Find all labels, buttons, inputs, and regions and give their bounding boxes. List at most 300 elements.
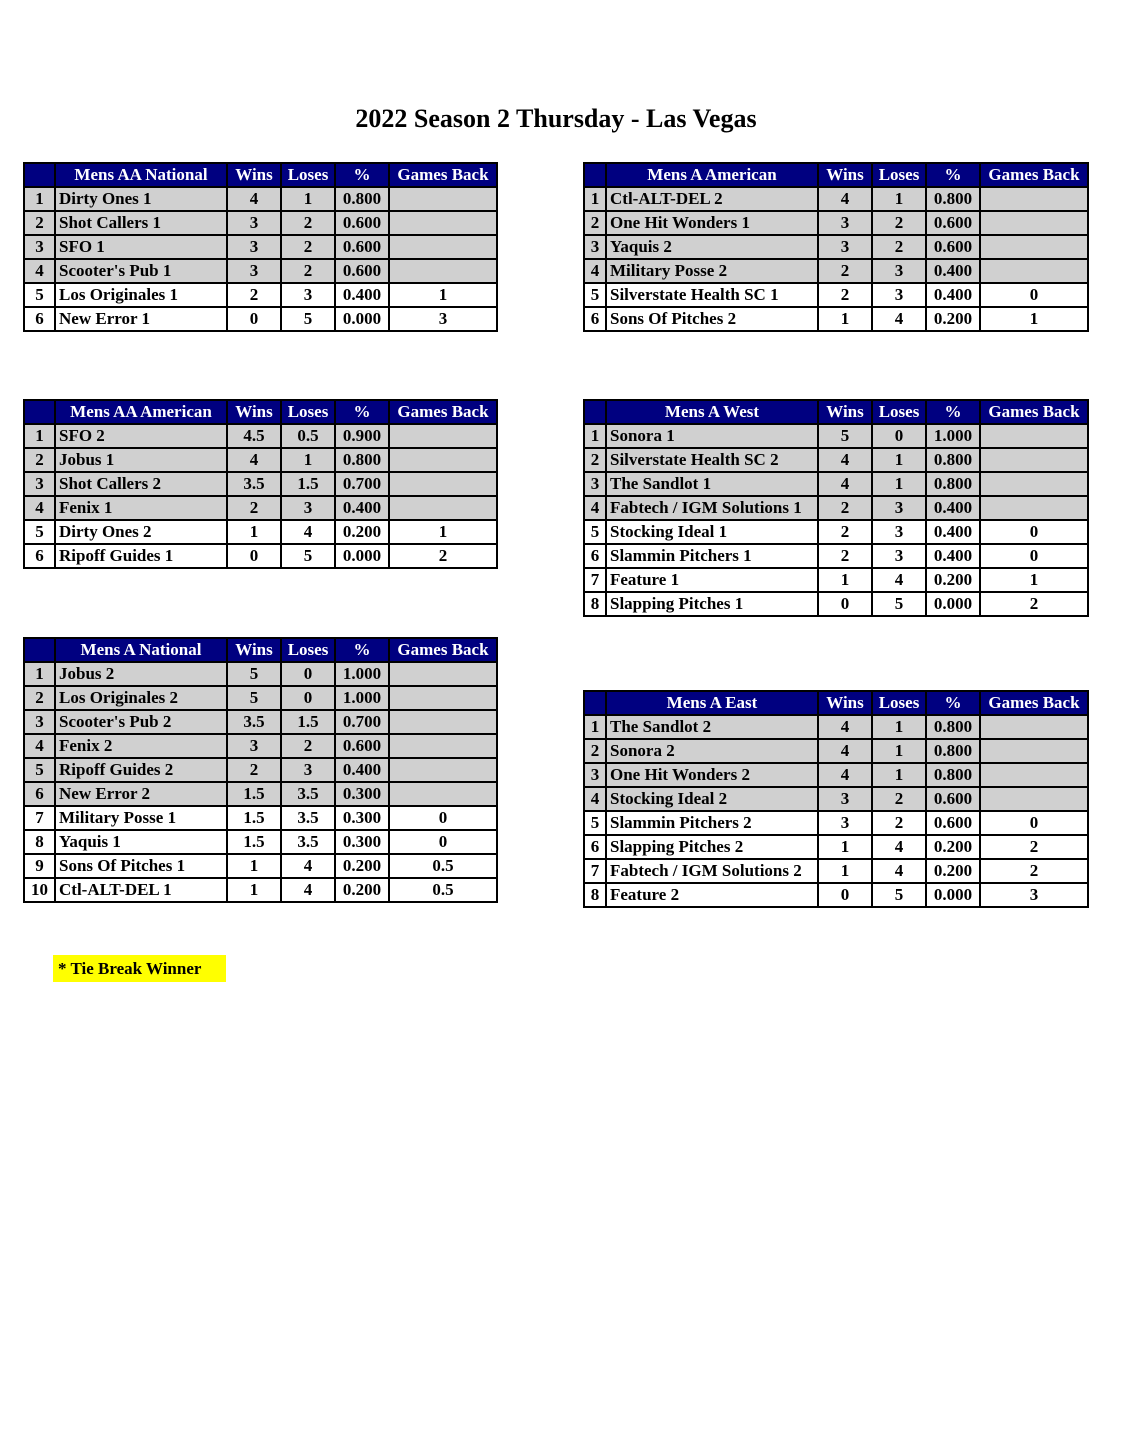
team-name: Sons Of Pitches 2 bbox=[606, 307, 818, 331]
header-pct: % bbox=[335, 638, 389, 662]
wins-cell: 4 bbox=[818, 448, 872, 472]
rank-cell: 3 bbox=[584, 235, 606, 259]
rank-cell: 6 bbox=[24, 782, 55, 806]
pct-cell: 0.800 bbox=[926, 715, 980, 739]
pct-cell: 0.800 bbox=[926, 739, 980, 763]
wins-cell: 0 bbox=[818, 592, 872, 616]
pct-cell: 0.800 bbox=[335, 448, 389, 472]
table-row bbox=[584, 187, 1088, 211]
pct-cell: 0.300 bbox=[335, 830, 389, 854]
rank-cell: 5 bbox=[24, 283, 55, 307]
games-back-cell bbox=[980, 424, 1088, 448]
pct-cell: 0.400 bbox=[335, 496, 389, 520]
games-back-cell bbox=[980, 472, 1088, 496]
header-wins: Wins bbox=[818, 400, 872, 424]
table-header-row bbox=[24, 400, 497, 424]
wins-cell: 1 bbox=[818, 568, 872, 592]
loses-cell: 0 bbox=[872, 424, 926, 448]
division-name: Mens A American bbox=[606, 163, 818, 187]
header-rank-cell bbox=[24, 638, 55, 662]
rank-cell: 2 bbox=[584, 448, 606, 472]
games-back-cell: 1 bbox=[980, 568, 1088, 592]
wins-cell: 3 bbox=[818, 211, 872, 235]
team-name: Slammin Pitchers 1 bbox=[606, 544, 818, 568]
header-wins: Wins bbox=[818, 163, 872, 187]
table-row bbox=[24, 472, 497, 496]
pct-cell: 0.600 bbox=[335, 235, 389, 259]
loses-cell: 4 bbox=[872, 307, 926, 331]
table-row bbox=[24, 448, 497, 472]
wins-cell: 2 bbox=[818, 520, 872, 544]
header-pct: % bbox=[926, 691, 980, 715]
team-name: Silverstate Health SC 1 bbox=[606, 283, 818, 307]
games-back-cell bbox=[389, 758, 497, 782]
pct-cell: 0.600 bbox=[335, 259, 389, 283]
table-row bbox=[584, 424, 1088, 448]
rank-cell: 1 bbox=[584, 715, 606, 739]
team-name: New Error 1 bbox=[55, 307, 227, 331]
games-back-cell bbox=[389, 686, 497, 710]
pct-cell: 0.400 bbox=[926, 544, 980, 568]
rank-cell: 3 bbox=[24, 235, 55, 259]
pct-cell: 0.200 bbox=[926, 859, 980, 883]
team-name: One Hit Wonders 2 bbox=[606, 763, 818, 787]
header-rank-cell bbox=[24, 163, 55, 187]
loses-cell: 3 bbox=[872, 520, 926, 544]
team-name: Slapping Pitches 2 bbox=[606, 835, 818, 859]
team-name: Yaquis 2 bbox=[606, 235, 818, 259]
games-back-cell: 2 bbox=[389, 544, 497, 568]
loses-cell: 1.5 bbox=[281, 472, 335, 496]
rank-cell: 4 bbox=[584, 259, 606, 283]
wins-cell: 5 bbox=[227, 686, 281, 710]
loses-cell: 4 bbox=[872, 568, 926, 592]
loses-cell: 1 bbox=[872, 187, 926, 211]
table-row bbox=[584, 739, 1088, 763]
team-name: Silverstate Health SC 2 bbox=[606, 448, 818, 472]
header-rank-cell bbox=[584, 691, 606, 715]
games-back-cell: 3 bbox=[980, 883, 1088, 907]
rank-cell: 6 bbox=[24, 307, 55, 331]
loses-cell: 1.5 bbox=[281, 710, 335, 734]
table-header-row bbox=[24, 638, 497, 662]
team-name: Scooter's Pub 2 bbox=[55, 710, 227, 734]
table-row bbox=[24, 520, 497, 544]
loses-cell: 2 bbox=[872, 235, 926, 259]
table-header-row bbox=[584, 163, 1088, 187]
table-row bbox=[584, 235, 1088, 259]
wins-cell: 2 bbox=[227, 283, 281, 307]
wins-cell: 3 bbox=[227, 259, 281, 283]
team-name: Stocking Ideal 2 bbox=[606, 787, 818, 811]
wins-cell: 1 bbox=[227, 878, 281, 902]
games-back-cell bbox=[980, 739, 1088, 763]
games-back-cell bbox=[389, 448, 497, 472]
pct-cell: 0.300 bbox=[335, 806, 389, 830]
rank-cell: 6 bbox=[584, 835, 606, 859]
wins-cell: 4.5 bbox=[227, 424, 281, 448]
team-name: Fabtech / IGM Solutions 2 bbox=[606, 859, 818, 883]
rank-cell: 3 bbox=[24, 472, 55, 496]
table-row bbox=[24, 544, 497, 568]
games-back-cell bbox=[980, 259, 1088, 283]
rank-cell: 5 bbox=[584, 283, 606, 307]
team-name: The Sandlot 1 bbox=[606, 472, 818, 496]
team-name: Ripoff Guides 1 bbox=[55, 544, 227, 568]
loses-cell: 2 bbox=[872, 811, 926, 835]
loses-cell: 4 bbox=[872, 835, 926, 859]
rank-cell: 5 bbox=[24, 758, 55, 782]
pct-cell: 0.200 bbox=[335, 520, 389, 544]
wins-cell: 4 bbox=[818, 187, 872, 211]
table-row bbox=[24, 878, 497, 902]
table-row bbox=[584, 715, 1088, 739]
wins-cell: 4 bbox=[227, 448, 281, 472]
pct-cell: 1.000 bbox=[335, 686, 389, 710]
games-back-cell bbox=[389, 259, 497, 283]
header-wins: Wins bbox=[818, 691, 872, 715]
loses-cell: 3 bbox=[281, 496, 335, 520]
pct-cell: 0.400 bbox=[926, 520, 980, 544]
pct-cell: 0.600 bbox=[335, 211, 389, 235]
header-rank-cell bbox=[24, 400, 55, 424]
loses-cell: 1 bbox=[872, 739, 926, 763]
rank-cell: 8 bbox=[24, 830, 55, 854]
table-row bbox=[24, 686, 497, 710]
games-back-cell bbox=[389, 496, 497, 520]
wins-cell: 3 bbox=[227, 211, 281, 235]
page-title: 2022 Season 2 Thursday - Las Vegas bbox=[355, 104, 757, 133]
loses-cell: 1 bbox=[281, 448, 335, 472]
loses-cell: 3 bbox=[281, 283, 335, 307]
pct-cell: 0.800 bbox=[926, 187, 980, 211]
team-name: The Sandlot 2 bbox=[606, 715, 818, 739]
pct-cell: 0.400 bbox=[926, 283, 980, 307]
rank-cell: 5 bbox=[24, 520, 55, 544]
wins-cell: 1 bbox=[818, 307, 872, 331]
games-back-cell: 0 bbox=[980, 544, 1088, 568]
team-name: Jobus 1 bbox=[55, 448, 227, 472]
games-back-cell: 0 bbox=[389, 806, 497, 830]
rank-cell: 2 bbox=[24, 448, 55, 472]
table-row bbox=[24, 235, 497, 259]
team-name: Sonora 2 bbox=[606, 739, 818, 763]
wins-cell: 2 bbox=[227, 758, 281, 782]
team-name: SFO 2 bbox=[55, 424, 227, 448]
wins-cell: 4 bbox=[818, 739, 872, 763]
team-name: Dirty Ones 2 bbox=[55, 520, 227, 544]
team-name: Scooter's Pub 1 bbox=[55, 259, 227, 283]
loses-cell: 3.5 bbox=[281, 782, 335, 806]
table-row bbox=[584, 592, 1088, 616]
wins-cell: 3 bbox=[818, 787, 872, 811]
team-name: Jobus 2 bbox=[55, 662, 227, 686]
table-row bbox=[584, 811, 1088, 835]
tie-break-legend: * Tie Break Winner bbox=[53, 955, 226, 982]
loses-cell: 0 bbox=[281, 662, 335, 686]
loses-cell: 3 bbox=[872, 283, 926, 307]
header-loses: Loses bbox=[872, 691, 926, 715]
rank-cell: 6 bbox=[584, 544, 606, 568]
loses-cell: 4 bbox=[281, 878, 335, 902]
rank-cell: 7 bbox=[584, 568, 606, 592]
games-back-cell bbox=[980, 715, 1088, 739]
division-name: Mens AA American bbox=[55, 400, 227, 424]
wins-cell: 1 bbox=[818, 835, 872, 859]
wins-cell: 1 bbox=[227, 854, 281, 878]
header-wins: Wins bbox=[227, 638, 281, 662]
table-row bbox=[24, 424, 497, 448]
table-row bbox=[584, 211, 1088, 235]
pct-cell: 0.800 bbox=[335, 187, 389, 211]
table-row bbox=[584, 448, 1088, 472]
wins-cell: 2 bbox=[818, 544, 872, 568]
rank-cell: 3 bbox=[584, 763, 606, 787]
wins-cell: 5 bbox=[818, 424, 872, 448]
team-name: Los Originales 1 bbox=[55, 283, 227, 307]
loses-cell: 3 bbox=[872, 544, 926, 568]
loses-cell: 3.5 bbox=[281, 806, 335, 830]
loses-cell: 5 bbox=[281, 307, 335, 331]
pct-cell: 0.800 bbox=[926, 763, 980, 787]
header-loses: Loses bbox=[872, 400, 926, 424]
wins-cell: 1.5 bbox=[227, 830, 281, 854]
games-back-cell: 0 bbox=[980, 520, 1088, 544]
loses-cell: 2 bbox=[281, 211, 335, 235]
team-name: Military Posse 1 bbox=[55, 806, 227, 830]
header-games-back: Games Back bbox=[980, 163, 1088, 187]
table-row bbox=[24, 830, 497, 854]
rank-cell: 1 bbox=[24, 424, 55, 448]
loses-cell: 3 bbox=[872, 496, 926, 520]
games-back-cell: 0.5 bbox=[389, 878, 497, 902]
header-rank-cell bbox=[584, 400, 606, 424]
wins-cell: 0 bbox=[227, 544, 281, 568]
games-back-cell: 3 bbox=[389, 307, 497, 331]
team-name: Ctl-ALT-DEL 2 bbox=[606, 187, 818, 211]
team-name: One Hit Wonders 1 bbox=[606, 211, 818, 235]
games-back-cell: 2 bbox=[980, 859, 1088, 883]
table-header-row bbox=[24, 163, 497, 187]
team-name: Shot Callers 2 bbox=[55, 472, 227, 496]
standings-mens-a-east bbox=[583, 690, 1089, 908]
team-name: Los Originales 2 bbox=[55, 686, 227, 710]
games-back-cell bbox=[980, 211, 1088, 235]
loses-cell: 3 bbox=[872, 259, 926, 283]
pct-cell: 0.600 bbox=[926, 211, 980, 235]
pct-cell: 0.000 bbox=[335, 307, 389, 331]
team-name: Sons Of Pitches 1 bbox=[55, 854, 227, 878]
table-row bbox=[24, 734, 497, 758]
games-back-cell: 0 bbox=[389, 830, 497, 854]
rank-cell: 6 bbox=[24, 544, 55, 568]
pct-cell: 0.700 bbox=[335, 710, 389, 734]
header-pct: % bbox=[926, 163, 980, 187]
table-row bbox=[24, 662, 497, 686]
games-back-cell bbox=[389, 782, 497, 806]
rank-cell: 1 bbox=[24, 662, 55, 686]
games-back-cell bbox=[980, 496, 1088, 520]
table-row bbox=[584, 859, 1088, 883]
loses-cell: 3 bbox=[281, 758, 335, 782]
rank-cell: 6 bbox=[584, 307, 606, 331]
wins-cell: 3 bbox=[227, 235, 281, 259]
table-header-row bbox=[584, 400, 1088, 424]
header-rank-cell bbox=[584, 163, 606, 187]
loses-cell: 0 bbox=[281, 686, 335, 710]
wins-cell: 1 bbox=[227, 520, 281, 544]
games-back-cell bbox=[389, 734, 497, 758]
wins-cell: 3 bbox=[818, 811, 872, 835]
wins-cell: 4 bbox=[818, 763, 872, 787]
header-games-back: Games Back bbox=[389, 638, 497, 662]
games-back-cell bbox=[389, 662, 497, 686]
pct-cell: 0.300 bbox=[335, 782, 389, 806]
table-row bbox=[584, 568, 1088, 592]
wins-cell: 1.5 bbox=[227, 806, 281, 830]
wins-cell: 2 bbox=[227, 496, 281, 520]
rank-cell: 7 bbox=[24, 806, 55, 830]
table-row bbox=[584, 472, 1088, 496]
pct-cell: 0.600 bbox=[926, 235, 980, 259]
pct-cell: 0.800 bbox=[926, 472, 980, 496]
games-back-cell bbox=[389, 472, 497, 496]
team-name: New Error 2 bbox=[55, 782, 227, 806]
header-games-back: Games Back bbox=[980, 400, 1088, 424]
rank-cell: 3 bbox=[24, 710, 55, 734]
pct-cell: 0.900 bbox=[335, 424, 389, 448]
loses-cell: 4 bbox=[281, 854, 335, 878]
rank-cell: 1 bbox=[24, 187, 55, 211]
table-row bbox=[24, 496, 497, 520]
wins-cell: 5 bbox=[227, 662, 281, 686]
rank-cell: 4 bbox=[584, 496, 606, 520]
table-row bbox=[584, 763, 1088, 787]
games-back-cell bbox=[389, 235, 497, 259]
team-name: Shot Callers 1 bbox=[55, 211, 227, 235]
rank-cell: 4 bbox=[24, 734, 55, 758]
team-name: Feature 2 bbox=[606, 883, 818, 907]
wins-cell: 4 bbox=[227, 187, 281, 211]
pct-cell: 0.600 bbox=[926, 787, 980, 811]
wins-cell: 3.5 bbox=[227, 472, 281, 496]
header-pct: % bbox=[335, 163, 389, 187]
rank-cell: 8 bbox=[584, 592, 606, 616]
pct-cell: 0.200 bbox=[926, 307, 980, 331]
loses-cell: 1 bbox=[872, 763, 926, 787]
team-name: Fabtech / IGM Solutions 1 bbox=[606, 496, 818, 520]
table-row bbox=[24, 782, 497, 806]
rank-cell: 2 bbox=[584, 211, 606, 235]
wins-cell: 3 bbox=[818, 235, 872, 259]
loses-cell: 1 bbox=[872, 448, 926, 472]
team-name: Stocking Ideal 1 bbox=[606, 520, 818, 544]
table-row bbox=[584, 883, 1088, 907]
standings-mens-a-american bbox=[583, 162, 1089, 332]
rank-cell: 2 bbox=[24, 686, 55, 710]
rank-cell: 4 bbox=[24, 496, 55, 520]
loses-cell: 3.5 bbox=[281, 830, 335, 854]
standings-mens-a-national bbox=[23, 637, 498, 903]
header-pct: % bbox=[926, 400, 980, 424]
wins-cell: 2 bbox=[818, 496, 872, 520]
loses-cell: 1 bbox=[872, 472, 926, 496]
pct-cell: 0.400 bbox=[335, 758, 389, 782]
division-name: Mens A National bbox=[55, 638, 227, 662]
loses-cell: 5 bbox=[281, 544, 335, 568]
table-row bbox=[24, 283, 497, 307]
rank-cell: 9 bbox=[24, 854, 55, 878]
team-name: Feature 1 bbox=[606, 568, 818, 592]
table-row bbox=[584, 520, 1088, 544]
loses-cell: 0.5 bbox=[281, 424, 335, 448]
header-wins: Wins bbox=[227, 400, 281, 424]
header-wins: Wins bbox=[227, 163, 281, 187]
team-name: SFO 1 bbox=[55, 235, 227, 259]
table-row bbox=[584, 259, 1088, 283]
loses-cell: 5 bbox=[872, 883, 926, 907]
header-games-back: Games Back bbox=[980, 691, 1088, 715]
wins-cell: 4 bbox=[818, 715, 872, 739]
games-back-cell: 2 bbox=[980, 592, 1088, 616]
games-back-cell: 0 bbox=[980, 811, 1088, 835]
pct-cell: 1.000 bbox=[926, 424, 980, 448]
games-back-cell bbox=[980, 763, 1088, 787]
pct-cell: 0.200 bbox=[926, 835, 980, 859]
division-name: Mens A West bbox=[606, 400, 818, 424]
rank-cell: 10 bbox=[24, 878, 55, 902]
games-back-cell bbox=[389, 187, 497, 211]
rank-cell: 5 bbox=[584, 520, 606, 544]
games-back-cell: 1 bbox=[389, 520, 497, 544]
pct-cell: 0.000 bbox=[926, 592, 980, 616]
games-back-cell bbox=[389, 424, 497, 448]
pct-cell: 0.400 bbox=[926, 259, 980, 283]
rank-cell: 5 bbox=[584, 811, 606, 835]
wins-cell: 0 bbox=[818, 883, 872, 907]
games-back-cell bbox=[980, 448, 1088, 472]
team-name: Dirty Ones 1 bbox=[55, 187, 227, 211]
loses-cell: 2 bbox=[281, 259, 335, 283]
loses-cell: 4 bbox=[872, 859, 926, 883]
pct-cell: 0.000 bbox=[926, 883, 980, 907]
header-loses: Loses bbox=[281, 400, 335, 424]
rank-cell: 1 bbox=[584, 424, 606, 448]
rank-cell: 7 bbox=[584, 859, 606, 883]
table-row bbox=[24, 211, 497, 235]
pct-cell: 0.200 bbox=[335, 854, 389, 878]
table-row bbox=[584, 283, 1088, 307]
pct-cell: 0.400 bbox=[926, 496, 980, 520]
pct-cell: 0.800 bbox=[926, 448, 980, 472]
team-name: Fenix 1 bbox=[55, 496, 227, 520]
header-loses: Loses bbox=[872, 163, 926, 187]
standings-mens-a-west bbox=[583, 399, 1089, 617]
header-loses: Loses bbox=[281, 163, 335, 187]
team-name: Ripoff Guides 2 bbox=[55, 758, 227, 782]
wins-cell: 3 bbox=[227, 734, 281, 758]
wins-cell: 0 bbox=[227, 307, 281, 331]
table-row bbox=[24, 806, 497, 830]
wins-cell: 4 bbox=[818, 472, 872, 496]
rank-cell: 1 bbox=[584, 187, 606, 211]
games-back-cell: 2 bbox=[980, 835, 1088, 859]
table-row bbox=[584, 496, 1088, 520]
pct-cell: 0.200 bbox=[926, 568, 980, 592]
games-back-cell bbox=[980, 787, 1088, 811]
games-back-cell: 1 bbox=[980, 307, 1088, 331]
team-name: Fenix 2 bbox=[55, 734, 227, 758]
